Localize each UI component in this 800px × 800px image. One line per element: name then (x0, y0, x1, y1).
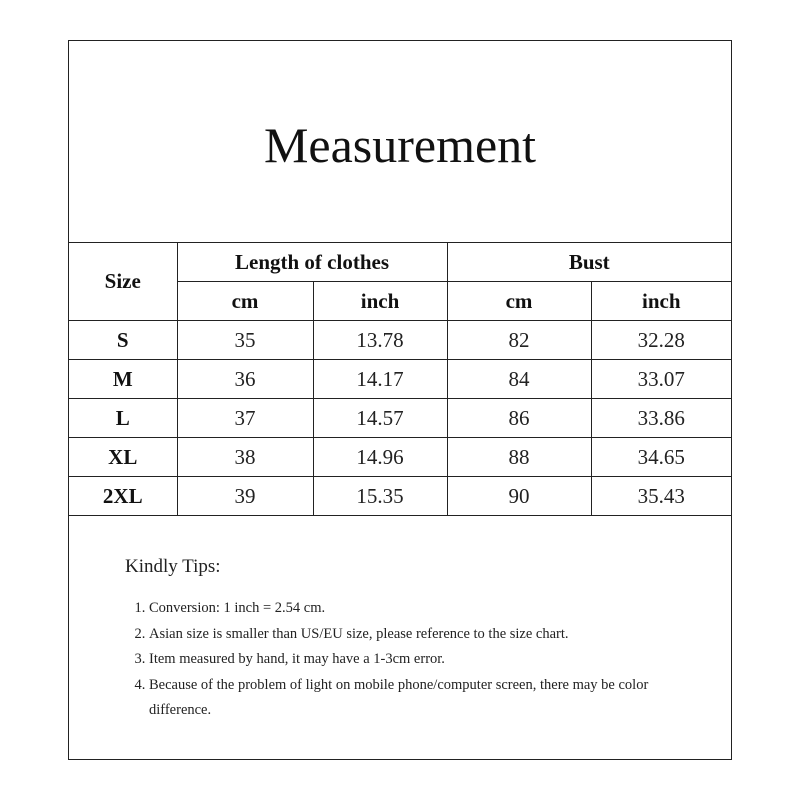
size-label: XL (69, 438, 177, 477)
length-inch-cell: 13.78 (313, 321, 447, 360)
table-header-row (69, 243, 731, 282)
length-group-header: Length of clothes (177, 243, 447, 282)
measurement-card (68, 40, 732, 760)
length-cm-cell: 35 (177, 321, 313, 360)
bust-group-header: Bust (447, 243, 731, 282)
bust-cm-cell: 90 (447, 477, 591, 516)
size-table (69, 242, 731, 516)
length-inch-cell: 14.17 (313, 360, 447, 399)
length-cm-cell: 37 (177, 399, 313, 438)
bust-cm-cell: 82 (447, 321, 591, 360)
tip-item: 1. Conversion: 1 inch = 2.54 cm. (149, 596, 685, 622)
length-cm-cell: 38 (177, 438, 313, 477)
tip-item: 3. Item measured by hand, it may have a 1-3cm error. (149, 647, 685, 673)
bust-cm-cell: 88 (447, 438, 591, 477)
bust-inch-cell: 32.28 (591, 321, 731, 360)
length-cm-cell: 36 (177, 360, 313, 399)
bust-inch-cell: 33.07 (591, 360, 731, 399)
bust-cm-cell: 86 (447, 399, 591, 438)
unit-header: inch (313, 282, 447, 321)
size-column-header: Size (69, 243, 177, 321)
table-row (69, 360, 731, 399)
length-cm-cell: 39 (177, 477, 313, 516)
table-row (69, 477, 731, 516)
bust-inch-cell: 35.43 (591, 477, 731, 516)
length-inch-cell: 14.57 (313, 399, 447, 438)
bust-inch-cell: 34.65 (591, 438, 731, 477)
unit-header: cm (447, 282, 591, 321)
size-label: S (69, 321, 177, 360)
tips-list (125, 596, 685, 724)
length-inch-cell: 14.96 (313, 438, 447, 477)
tip-item: 2. Asian size is smaller than US/EU size, please reference to the size chart. (149, 622, 685, 648)
table-row (69, 399, 731, 438)
table-row (69, 438, 731, 477)
tip-item: 4. Because of the problem of light on mobile phone/computer screen, there may be color difference. (149, 673, 685, 724)
unit-header: cm (177, 282, 313, 321)
size-label: L (69, 399, 177, 438)
size-label: 2XL (69, 477, 177, 516)
kindly-tips (125, 556, 685, 724)
length-inch-cell: 15.35 (313, 477, 447, 516)
size-label: M (69, 360, 177, 399)
table-row (69, 321, 731, 360)
unit-header: inch (591, 282, 731, 321)
page-title: Measurement (263, 116, 537, 173)
bust-inch-cell: 33.86 (591, 399, 731, 438)
tips-title: Kindly Tips: (125, 556, 221, 577)
bust-cm-cell: 84 (447, 360, 591, 399)
